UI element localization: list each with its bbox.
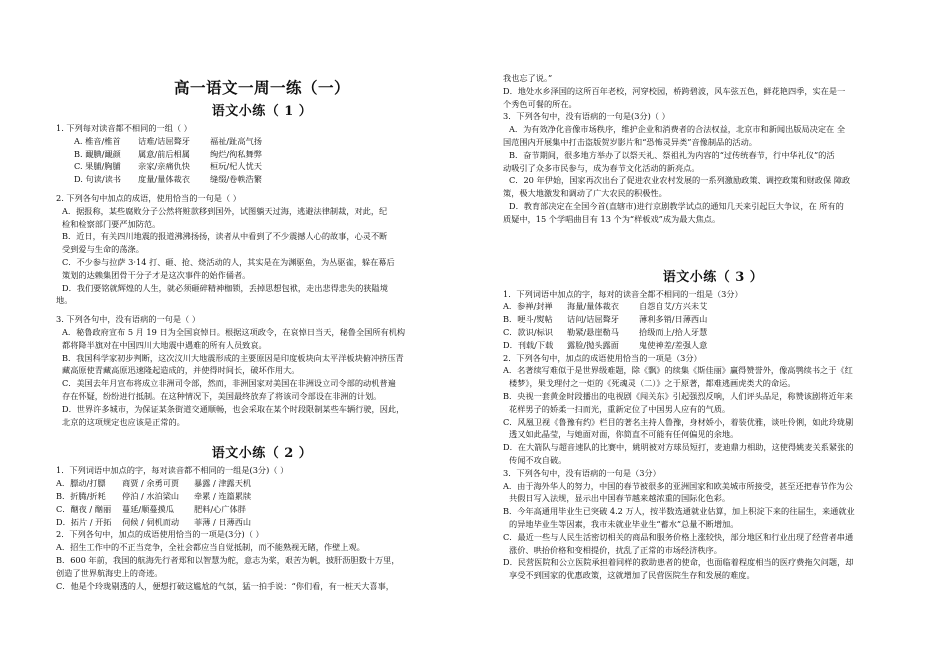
s1-q2-line: 地。 <box>56 295 73 306</box>
s3-q1-option-row: A．参禅/封禅 海量/量体裁衣 自怨自艾/方兴未艾 <box>503 301 708 312</box>
s1-q2-line: 受到爱与生命的荡涤。 <box>62 244 144 255</box>
section-2-title: 语文小练（ 2 ） <box>211 446 313 462</box>
left-column <box>56 76 468 592</box>
s2-q3-line: C．20 年伊始，国家再次出台了促进农业农村发展的一系列激励政策、调控政策和财政保 障政 <box>509 175 851 186</box>
s2-q3-line: 国范围内开展集中打击盗版贺岁影片和“恐怖灵异类”音像制品的活动。 <box>503 136 757 147</box>
s2-q3-line: 质疑中，15 个学唱曲目有 13 个为“样板戏”成为最大焦点。 <box>503 213 721 224</box>
s3-q2-line: 透又如此晶莹，与她面对面，你简直不可能有任何偏见的余地。 <box>509 429 739 440</box>
s3-q2-line: A．名著续写难似于是世界级难题，除《飘》的续集《斯佳丽》赢得赞誉外，像高鹗续书之于《红 <box>503 365 853 376</box>
s3-q3-line: 共假日写入法规，显示出中国春节越来越浓重的国际化色彩。 <box>509 493 731 504</box>
s3-q1-option-row: D．刊载/下载 露脸/抛头露面 鬼使神差/差强人意 <box>503 339 708 350</box>
s1-q3-line: 藏高原使青藏高原迅速隆起造成的，并使得时间长，破坏作用大。 <box>62 365 300 376</box>
s2-q3-stem: 3．下列各句中，没有语病的一句是(3分)（ ） <box>503 111 670 122</box>
s1-q1-stem: 1. 下列每对读音都不相同的一组（ ） <box>56 123 192 133</box>
s2-q2-line: A．招生工作中的不正当竞争，全社会都应当自觉抵制，而不能熟视无睹，作壁上观。 <box>56 542 365 553</box>
s3-q2-line: C．风凰卫视《鲁豫有约》栏目的著名主持人鲁豫，身材娇小，着装优雅，谈吐伶俐，如此玲珑剔 <box>503 416 854 427</box>
s3-q3-line: D．民营医院和公立医院承担着同样的救助患者的使命，也面临着程度相当的医疗费拖欠问题，却 <box>503 557 854 568</box>
s2-q1-option-row: D．拓片 / 开拓 伺候 / 伺机而动 菲薄 / 日薄西山 <box>56 516 252 527</box>
s2-q3-line: 动吸引了众多市民参与，成为春节文化活动的新亮点。 <box>503 162 700 173</box>
s1-q3-stem: 3. 下列各句中，没有语病的一句是（ ） <box>56 314 201 325</box>
section-1-title: 语文小练（ 1 ） <box>211 104 313 119</box>
s3-q2-line: D．在大箭队与超音速队的比赛中，姚明被对方球员短打，麦迪鼎力相助，这使得姚麦关系紧张的 <box>503 442 854 453</box>
s2-q3-line: D．教育部决定在全国今首(直辖市)进行京剧教学试点的通知几天来引起巨大争议，在 所有的 <box>509 200 844 211</box>
s1-q3-line: C．美国去年月宣布将成立非洲司令部，然而，非洲国家对美国在非洲设立司令部的动机普遍 <box>62 378 396 389</box>
continued-line: D．地处水乡泽国的这所百年老校，河穿校园，桥跨碧波，风车弦五色，鲜花艳四季，实在是一 <box>503 85 846 96</box>
s3-q1-option-row: C．款识/标识 勒紧/悬崖勒马 拾级而上/拾人牙慧 <box>503 326 708 337</box>
s2-q2-line: B．600 年前，我国的航海先行者郑和以智慧为舵，意志为桨，艰苦为帆，披肝沥胆数十万里， <box>56 554 400 565</box>
s2-q2-stem: 2．下列各句中，加点的成语使用恰当的一项是(3分)（ ） <box>56 529 264 540</box>
s1-q1-option-row: C. 果脯/胸脯 亲家/亲痛仇快 桓玩/杞人忧天 <box>74 161 262 172</box>
right-column <box>503 72 923 582</box>
s2-q2-line: 创造了世界航海史上的奇迹。 <box>56 567 163 578</box>
s3-q2-line: 楼梦》，果戈理付之一炬的《死魂灵（二）》之于原著，都难逃画虎类犬的命运。 <box>509 378 796 389</box>
s1-q3-line: 都将降半旗对在中国四川大地震中遇难的所有人员致哀。 <box>62 339 267 350</box>
s3-q2-line: B．央视一套黄金时段播出的电视剧《闯关东》引起强烈反响，人们评头品足，称赞该剧将近年来 <box>503 390 853 401</box>
s3-q2-stem: 2．下列各句中，加点的成语使用恰当的一项是（3分） <box>503 352 702 363</box>
s3-q2-line: 传闻不攻自破。 <box>509 454 567 465</box>
s1-q3-line: B．我国科学家初步判断，这次汶川大地震形成的主要原因是印度板块向太平洋板块俯冲挤压青 <box>62 352 404 363</box>
s3-q3-line: B．今年高通用毕业生已突破 4.2 万人，按半数选通就业估算，加上积淀下来的往届生，来通就业 <box>503 506 855 517</box>
s1-q2-stem: 2. 下列各句中加点的成语，使用恰当的一句是（ ） <box>56 192 241 203</box>
continued-line: 个秀色可餐的所在。 <box>503 98 577 109</box>
s1-q3-line: D．世界许多城市，为保证某条街道交通顺畅，也会采取在某个时段限制某些车辆行驶，因此， <box>62 403 405 414</box>
s3-q3-line: 的异地毕业生等因素，我市未就业毕业生“蓄水”总量不断增加。 <box>509 518 739 529</box>
s1-q1-option-row: A. 椎音/椎首 诘难/诘屈聱牙 福祉/趾高气扬 <box>74 135 262 146</box>
s3-q1-option-row: B．哽斗/熨帖 诘问/诘屈聱牙 薄利多销/日薄西山 <box>503 314 708 325</box>
s3-q3-line: 享受不到国家的优惠政策，这就增加了民营医院生存和发展的难度。 <box>509 570 755 581</box>
s1-q3-line: A．秘鲁政府宣布 5 月 19 日为全国哀悼日。根据这项政令，在哀悼日当天，秘鲁全国所有机构 <box>62 326 406 337</box>
s1-q2-line: 检和检察部门要严加防范。 <box>62 218 161 229</box>
s1-q2-line: A．据报称，某些腐败分子公然将赃款移到国外，试图躺天过海，逃避法律制裁，对此，纪 <box>62 205 388 216</box>
s2-q3-line: B．奋节期间，很多地方举办了以祭天礼、祭祖礼为内容的“过传统春节，行中华礼仪”的活 <box>509 149 835 160</box>
document-title: 高一语文一周一练（一） <box>173 78 350 97</box>
s1-q1-option-row: B. 靦腆/靦颜 属意/前后相属 绚烂/徇私舞弊 <box>74 148 262 159</box>
s2-q1-option-row: B．折腾/折耗 停泊 / 水泊梁山 牵累 / 连篇累牍 <box>56 490 252 501</box>
s3-q2-line: 花样男子的娇柔一扫而光，重新定位了中国男人应有的气质。 <box>509 403 731 414</box>
section-3-title: 语文小练（ 3 ） <box>662 269 764 285</box>
s1-q2-line: B．近日，有关四川地震的报道沸沸扬扬，读者从中看到了不少震撼人心的故事，心灵不断 <box>62 231 388 242</box>
s1-q1-option-row: D. 句读/读书 度量/量体裁衣 缝缀/卷帙浩繁 <box>74 174 262 185</box>
s2-q1-option-row: A．膘动/打膘 商贾 / 余勇可贾 暴露 / 津露天机 <box>56 478 252 489</box>
s2-q1-option-row: C．酗夜 / 酗丽 蔓延/顺蔓摸瓜 肥料/心广体胖 <box>56 503 246 514</box>
s2-q3-line: 策，极大地激发和调动了广大农民的积极性。 <box>503 188 667 199</box>
s3-q3-line: 涨价、哄抬价格和变相提价，扰乱了正常的市场经济秩序。 <box>509 544 722 555</box>
s1-q3-line: 存在怀疑，纷纷进行抵制。在这种情况下，美国最终放弃了将该司令部设在非洲的计划。 <box>62 390 382 401</box>
s2-q2-line: C．他是个玲珑剔透的人，便想打破这尴尬的气氛，猛一拍手说：“你们看，有一桩天大喜事， <box>56 580 394 591</box>
s1-q2-line: 策划的达赖集团骨干分子才是这次事件的始作俑者。 <box>62 269 251 280</box>
s3-q1-stem: 1．下列词语中加点的字，每对的读音全都不相同的一组是（3分） <box>503 288 743 299</box>
s2-q1-stem: 1．下列词语中加点的字，每对读音都不相同的一组是(3分)（ ） <box>56 465 289 476</box>
s3-q3-stem: 3．下列各句中，没有语病的一句是（3分） <box>503 467 661 478</box>
s1-q2-line: C．不少参与拉萨 3·14 打、砸、抢、烧活动的人，其实是在为渊驱鱼，为丛驱雀，躲在幕后 <box>62 256 395 267</box>
continued-line: 我也忘了说。” <box>503 73 553 83</box>
s1-q2-line: D．我们要铭就辉煌的人生，就必须砸碎精神枷锁，丢掉思想包袱，走出悲得悲失的狭隘境 <box>62 282 388 293</box>
s3-q3-line: A．由于海外华人的努力，中国的春节被很多的亚洲国家和欧美城市所接受，甚至还把春节作为公 <box>503 480 853 491</box>
s3-q3-line: C．最近一些与人民生活密切相关的商品和服务价格上涨较快，部分地区和行业出现了经营者串通 <box>503 531 854 542</box>
s1-q3-line: 北京的这项规定也应该是正常的。 <box>62 416 185 427</box>
s2-q3-line: A．为有效净化音像市场秩序，维护企业和消费者的合法权益，北京市和新闻出版局决定在 全 <box>509 124 846 135</box>
